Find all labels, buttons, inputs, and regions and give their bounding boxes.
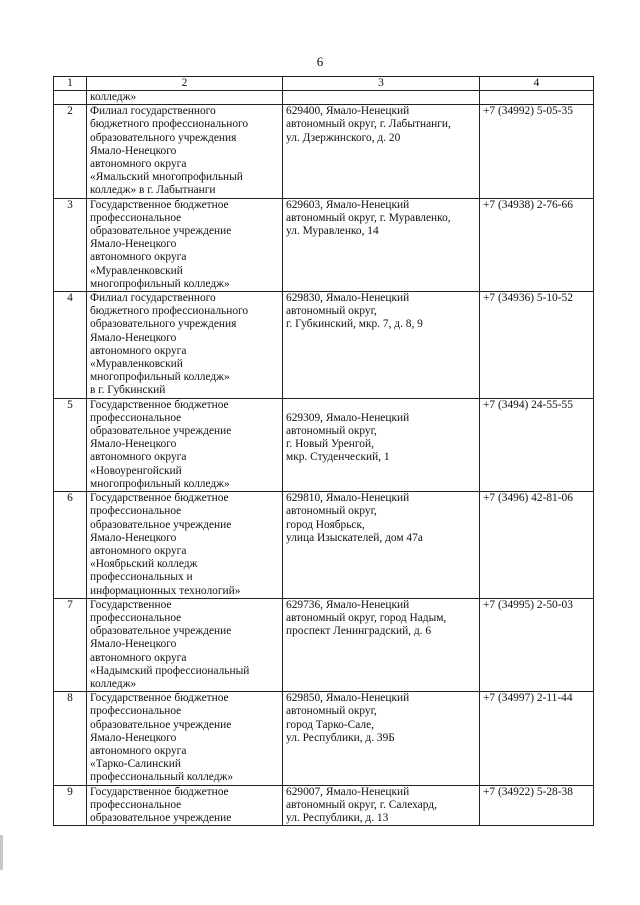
cell-text-line: образовательное учреждение	[90, 625, 232, 638]
cell-text-line: Ямало-Ненецкого	[90, 531, 177, 544]
cell-text-line: «Тарко-Салинский	[90, 758, 181, 771]
cell-text-line: колледж» в г. Лабытнанги	[90, 184, 216, 197]
cell-text-line: ул. Муравленко, 14	[286, 225, 379, 238]
cell-text-line: многопрофильный колледж»	[90, 277, 230, 290]
table-row	[54, 785, 594, 826]
cell-text-line: ул. Республики, д. 39Б	[286, 731, 395, 744]
address-cell	[283, 198, 480, 291]
cell-text-line: профессиональное	[90, 705, 182, 718]
cell-text-line: город Ноябрьск,	[286, 518, 365, 531]
cell-text-line: Ямало-Ненецкого	[90, 144, 177, 157]
column-header: 1	[54, 77, 87, 91]
cell-text-line: информационных технологий»	[90, 584, 241, 597]
institution-name-cell	[87, 785, 283, 826]
cell-text-line: бюджетного профессионального	[90, 118, 249, 131]
table-row	[54, 692, 594, 785]
table-row	[54, 292, 594, 399]
cell-text-line: ул. Республики, д. 13	[286, 811, 389, 824]
address-cell	[283, 398, 480, 491]
cell-text-line: 629736, Ямало-Ненецкий	[286, 598, 410, 611]
cell-text-line: 629850, Ямало-Ненецкий	[286, 692, 410, 705]
cell-text-line: мкр. Студенческий, 1	[286, 451, 390, 464]
cell-text-line: 629603, Ямало-Ненецкий	[286, 198, 410, 211]
row-number-cell: 2	[54, 105, 87, 198]
cell-text-line: образовательное учреждение	[90, 425, 232, 438]
row-number-cell: 4	[54, 292, 87, 399]
row-number-cell: 9	[54, 785, 87, 826]
page-number: 6	[316, 54, 324, 69]
cell-text-line: автономного округа	[90, 544, 187, 557]
cell-text-line: образовательное учреждение	[90, 811, 232, 824]
institutions-table	[53, 76, 594, 826]
cell-text-line: образовательное учреждение	[90, 718, 232, 731]
cell-text-line: Государственное бюджетное	[90, 398, 229, 411]
institution-name-cell	[87, 598, 283, 691]
cell-text-line: Ямало-Ненецкого	[90, 238, 177, 251]
cell-text-line: образовательного учреждения	[90, 131, 237, 144]
institution-name-cell	[87, 91, 283, 105]
cell-text-line: 629830, Ямало-Ненецкий	[286, 292, 410, 305]
address-cell	[283, 598, 480, 691]
institution-name-cell	[87, 398, 283, 491]
cell-text-line: Государственное бюджетное	[90, 692, 229, 705]
cell-text-line: образовательное учреждение	[90, 518, 232, 531]
cell-text-line: автономного округа	[90, 251, 187, 264]
cell-text-line: профессиональных и	[90, 571, 193, 584]
address-cell	[283, 292, 480, 399]
cell-text-line: Ямало-Ненецкого	[90, 638, 177, 651]
cell-text-line: Государственное бюджетное	[90, 198, 229, 211]
blank-line	[286, 399, 476, 412]
cell-text-line: Государственное бюджетное	[90, 492, 229, 505]
table-row	[54, 398, 594, 491]
cell-text-line: профессиональное	[90, 411, 182, 424]
cell-text-line: автономный округ,	[286, 705, 377, 718]
cell-text-line: колледж»	[90, 677, 137, 690]
cell-text-line: «Муравленковский	[90, 264, 183, 277]
continuation-row	[54, 91, 594, 105]
row-number-cell: 8	[54, 692, 87, 785]
institution-name-cell	[87, 692, 283, 785]
cell-text-line: профессиональное	[90, 505, 182, 518]
cell-text-line: 629400, Ямало-Ненецкий	[286, 105, 410, 118]
address-cell	[283, 91, 480, 105]
address-cell	[283, 492, 480, 599]
cell-text-line: Ямало-Ненецкого	[90, 731, 177, 744]
table-row	[54, 492, 594, 599]
institution-name-cell	[87, 198, 283, 291]
row-number-cell	[54, 91, 87, 105]
cell-text-line: автономный округ,	[286, 305, 377, 318]
cell-text-line: многопрофильный колледж»	[90, 477, 230, 490]
row-number-cell: 3	[54, 198, 87, 291]
cell-text-line: автономный округ,	[286, 505, 377, 518]
cell-text-line: 629007, Ямало-Ненецкий	[286, 785, 410, 798]
institution-name-cell	[87, 292, 283, 399]
cell-text-line: профессиональное	[90, 798, 182, 811]
column-header: 4	[480, 77, 594, 91]
cell-text-line: «Муравленковский	[90, 358, 183, 371]
table-row	[54, 105, 594, 198]
cell-text-line: город Тарко-Сале,	[286, 718, 374, 731]
cell-text-line: автономный округ,	[286, 424, 377, 437]
cell-text-line: «Новоуренгойский	[90, 464, 182, 477]
cell-text-line: автономный округ, г. Салехард,	[286, 798, 437, 811]
institution-name-cell	[87, 492, 283, 599]
cell-text-line: образовательное учреждение	[90, 225, 232, 238]
cell-text-line: г. Губкинский, мкр. 7, д. 8, 9	[286, 318, 423, 331]
cell-text-line: в г. Губкинский	[90, 384, 166, 397]
row-number-cell: 6	[54, 492, 87, 599]
cell-text-line: Ямало-Ненецкого	[90, 331, 177, 344]
cell-text-line: 629309, Ямало-Ненецкий	[286, 411, 410, 424]
phone-cell: +7 (34938) 2-76-66	[480, 198, 594, 291]
phone-cell: +7 (34995) 2-50-03	[480, 598, 594, 691]
cell-text-line: автономного округа	[90, 158, 187, 171]
cell-text-line: Филиал государственного	[90, 292, 216, 305]
cell-text-line: многопрофильный колледж»	[90, 371, 230, 384]
phone-cell: +7 (3496) 42-81-06	[480, 492, 594, 599]
cell-text-line: автономный округ, г. Лабытнанги,	[286, 118, 451, 131]
cell-text-line: г. Новый Уренгой,	[286, 438, 374, 451]
phone-cell: +7 (3494) 24-55-55	[480, 398, 594, 491]
cell-text-line: автономного округа	[90, 451, 187, 464]
cell-text-line: бюджетного профессионального	[90, 305, 249, 318]
cell-text-line: Государственное бюджетное	[90, 785, 229, 798]
phone-cell: +7 (34936) 5-10-52	[480, 292, 594, 399]
cell-text-line: Ямало-Ненецкого	[90, 438, 177, 451]
cell-text-line: автономного округа	[90, 744, 187, 757]
cell-text-line: колледж»	[90, 91, 137, 103]
phone-cell: +7 (34992) 5-05-35	[480, 105, 594, 198]
table-row	[54, 598, 594, 691]
cell-text-line: профессиональное	[90, 211, 182, 224]
row-number-cell: 7	[54, 598, 87, 691]
phone-cell	[480, 91, 594, 105]
cell-text-line: Филиал государственного	[90, 105, 216, 118]
address-cell	[283, 692, 480, 785]
cell-text-line: улица Изыскателей, дом 47а	[286, 531, 423, 544]
row-number-cell: 5	[54, 398, 87, 491]
cell-text-line: «Надымский профессиональный	[90, 664, 250, 677]
cell-text-line: образовательного учреждения	[90, 318, 237, 331]
cell-text-line: «Ноябрьский колледж	[90, 558, 198, 571]
institution-name-cell	[87, 105, 283, 198]
cell-text-line: автономный округ, город Надым,	[286, 611, 447, 624]
cell-text-line: автономного округа	[90, 344, 187, 357]
cell-text-line: автономный округ, г. Муравленко,	[286, 211, 451, 224]
cell-text-line: «Ямальский многопрофильный	[90, 171, 243, 184]
column-header: 2	[87, 77, 283, 91]
cell-text-line: профессиональное	[90, 611, 182, 624]
table-header-row	[54, 77, 594, 91]
table-row	[54, 198, 594, 291]
scan-edge-mark	[0, 835, 3, 870]
column-header: 3	[283, 77, 480, 91]
cell-text-line: 629810, Ямало-Ненецкий	[286, 492, 410, 505]
address-cell	[283, 785, 480, 826]
phone-cell: +7 (34922) 5-28-38	[480, 785, 594, 826]
cell-text-line: автономного округа	[90, 651, 187, 664]
cell-text-line: профессиональный колледж»	[90, 771, 234, 784]
address-cell	[283, 105, 480, 198]
cell-text-line: проспект Ленинградский, д. 6	[286, 625, 432, 638]
cell-text-line: ул. Дзержинского, д. 20	[286, 131, 401, 144]
cell-text-line: Государственное	[90, 598, 172, 611]
phone-cell: +7 (34997) 2-11-44	[480, 692, 594, 785]
